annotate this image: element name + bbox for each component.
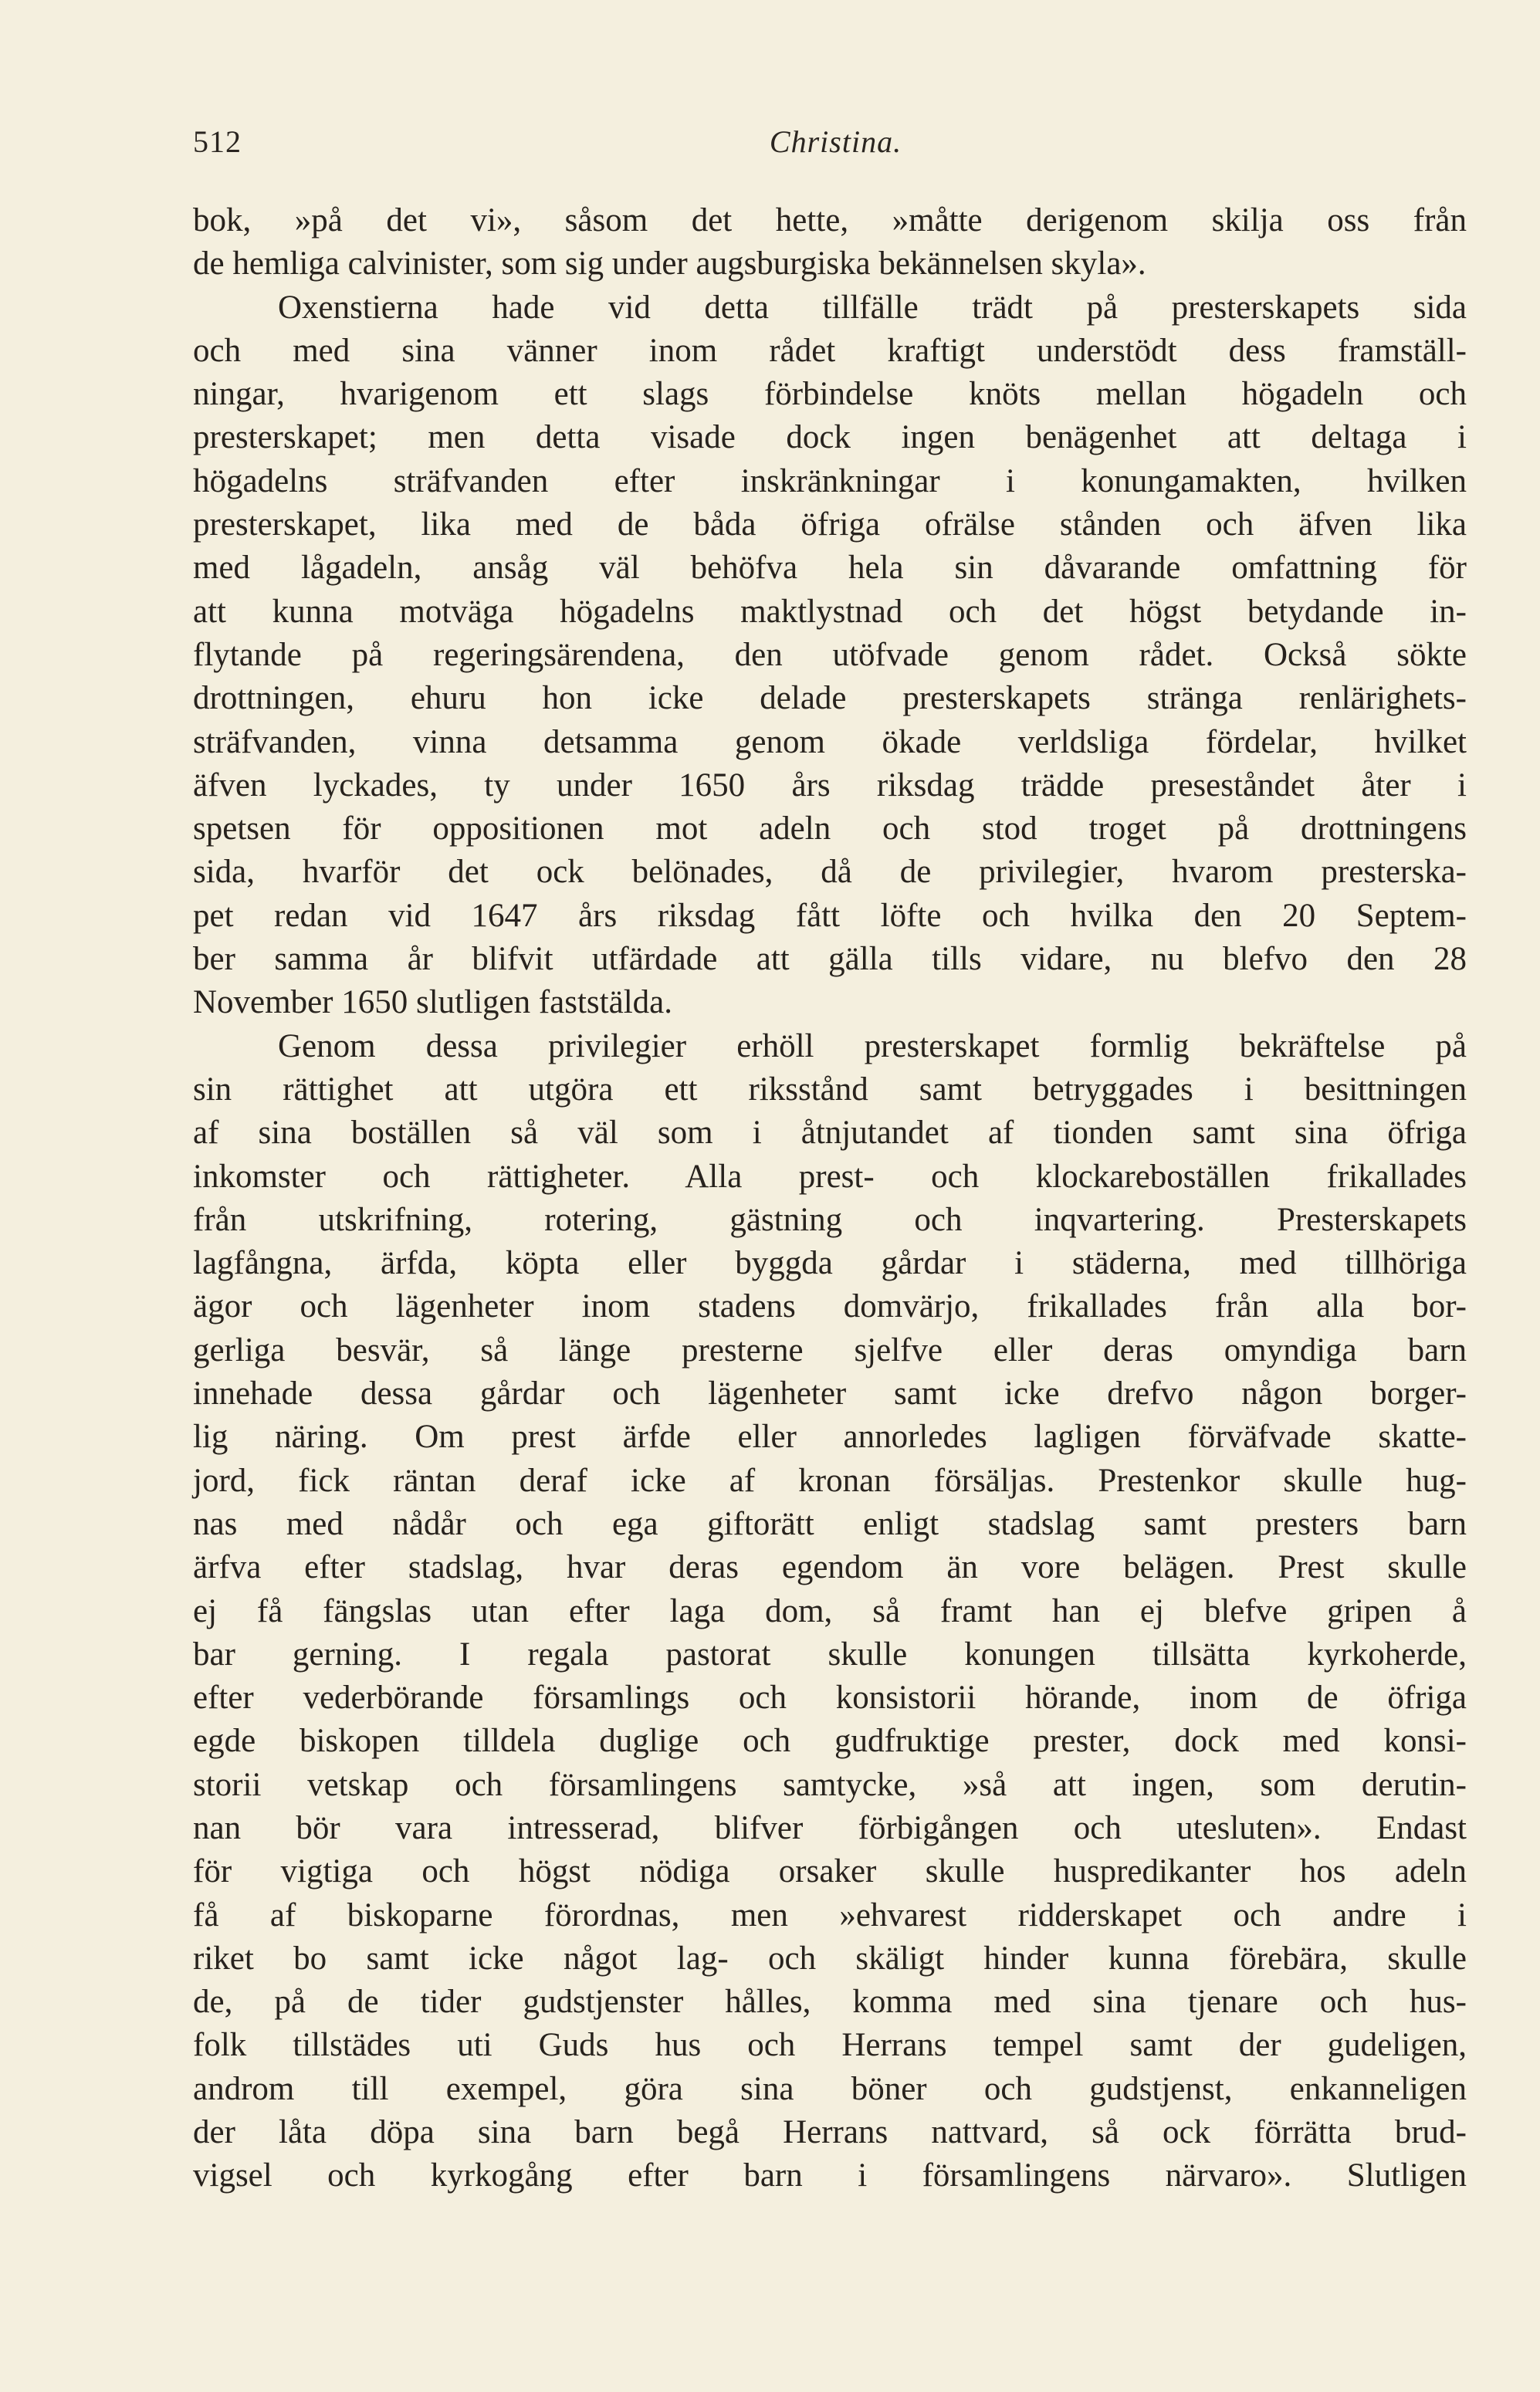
text-line: presterskapet; men detta visade dock ingen benägenhet att deltaga i [193, 419, 1467, 456]
body-text [193, 199, 1467, 2198]
text-line: lagfångna, ärfda, köpta eller byggda gårdar i städerna, med tillhöriga [193, 1245, 1467, 1282]
text-line: med lågadeln, ansåg väl behöfva hela sin dåvarande omfattning för [193, 550, 1467, 587]
text-line: ägor och lägenheter inom stadens domvärjo, frikallades från alla bor- [193, 1288, 1467, 1325]
text-line: der låta döpa sina barn begå Herrans nattvard, så ock förrätta brud- [193, 2114, 1467, 2151]
running-title: Christina. [769, 124, 902, 159]
text-line: bar gerning. I regala pastorat skulle konungen tillsätta kyrkoherde, [193, 1636, 1467, 1673]
text-line: nas med nådår och ega giftorätt enligt stadslag samt presters barn [193, 1505, 1467, 1542]
page-number: 512 [193, 124, 242, 159]
text-line: få af biskoparne förordnas, men »ehvarest ridderskapet och andre i [193, 1896, 1467, 1934]
text-line: ej få fängslas utan efter laga dom, så framt han ej blefve gripen å [193, 1592, 1467, 1629]
text-line: folk tillstädes uti Guds hus och Herrans tempel samt der gudeligen, [193, 2027, 1467, 2064]
text-line: att kunna motväga högadelns maktlystnad och det högst betydande in- [193, 593, 1467, 630]
text-line: de hemliga calvinister, som sig under augsburgiska bekännelsen skyla». [193, 245, 1146, 283]
text-line: pet redan vid 1647 års riksdag fått löfte och hvilka den 20 Septem- [193, 897, 1467, 934]
text-line: äfven lyckades, ty under 1650 års riksdag trädde preseståndet åter i [193, 766, 1467, 804]
text-line: presterskapet, lika med de båda öfriga ofrälse stånden och äfven lika [193, 506, 1467, 543]
text-line: och med sina vänner inom rådet kraftigt understödt dess framställ- [193, 332, 1467, 369]
text-line: från utskrifning, rotering, gästning och inqvartering. Presterskapets [193, 1201, 1467, 1238]
text-line: drottningen, ehuru hon icke delade presterskapets stränga renlärighets- [193, 680, 1467, 717]
paragraph-start-line: Genom dessa privilegier erhöll presterskapet formlig bekräftelse på [278, 1027, 1467, 1064]
text-line: ärfva efter stadslag, hvar deras egendom än vore belägen. Prest skulle [193, 1549, 1467, 1586]
page-header [193, 123, 1478, 178]
text-line: högadelns sträfvanden efter inskränkningar i konungamakten, hvilken [193, 462, 1467, 499]
text-line: gerliga besvär, så länge presterne sjelfve eller deras omyndiga barn [193, 1331, 1467, 1369]
text-line: vigsel och kyrkogång efter barn i församlingens närvaro». Slutligen [193, 2157, 1467, 2194]
text-line: storii vetskap och församlingens samtycke, »så att ingen, som derutin- [193, 1766, 1467, 1803]
text-line: ningar, hvarigenom ett slags förbindelse knöts mellan högadeln och [193, 376, 1467, 413]
text-line: lig näring. Om prest ärfde eller annorledes lagligen förväfvade skatte- [193, 1419, 1467, 1456]
text-line: ber samma år blifvit utfärdade att gälla tills vidare, nu blefvo den 28 [193, 941, 1467, 978]
text-line: flytande på regeringsärendena, den utöfvade genom rådet. Också sökte [193, 636, 1467, 673]
paragraph-start-line: Oxenstierna hade vid detta tillfälle trädt på presterskapets sida [278, 289, 1467, 326]
text-line: November 1650 slutligen faststälda. [193, 984, 672, 1021]
text-line: bok, »på det vi», såsom det hette, »måtte derigenom skilja oss från [193, 202, 1467, 239]
text-line: för vigtiga och högst nödiga orsaker skulle huspredikanter hos adeln [193, 1853, 1467, 1890]
text-line: jord, fick räntan deraf icke af kronan försäljas. Prestenkor skulle hug- [193, 1462, 1467, 1499]
text-line: af sina boställen så väl som i åtnjutandet af tionden samt sina öfriga [193, 1115, 1467, 1152]
text-line: sträfvanden, vinna detsamma genom ökade verldsliga fördelar, hvilket [193, 723, 1467, 760]
text-line: innehade dessa gårdar och lägenheter samt icke drefvo någon borger- [193, 1375, 1467, 1413]
text-line: egde biskopen tilldela duglige och gudfruktige prester, dock med konsi- [193, 1723, 1467, 1760]
text-line: efter vederbörande församlings och konsistorii hörande, inom de öfriga [193, 1680, 1467, 1717]
text-line: de, på de tider gudstjenster hålles, komma med sina tjenare och hus- [193, 1984, 1467, 2021]
text-line: spetsen för oppositionen mot adeln och stod troget på drottningens [193, 810, 1467, 848]
text-line: nan bör vara intresserad, blifver förbigången och utesluten». Endast [193, 1809, 1467, 1846]
text-line: riket bo samt icke något lag- och skäligt hinder kunna förebära, skulle [193, 1940, 1467, 1977]
text-line: androm till exempel, göra sina böner och gudstjenst, enkanneligen [193, 2070, 1467, 2107]
text-line: inkomster och rättigheter. Alla prest- och klockareboställen frikallades [193, 1158, 1467, 1195]
text-line: sin rättighet att utgöra ett riksstånd samt betryggades i besittningen [193, 1071, 1467, 1108]
text-line: sida, hvarför det ock belönades, då de privilegier, hvarom presterska- [193, 854, 1467, 891]
